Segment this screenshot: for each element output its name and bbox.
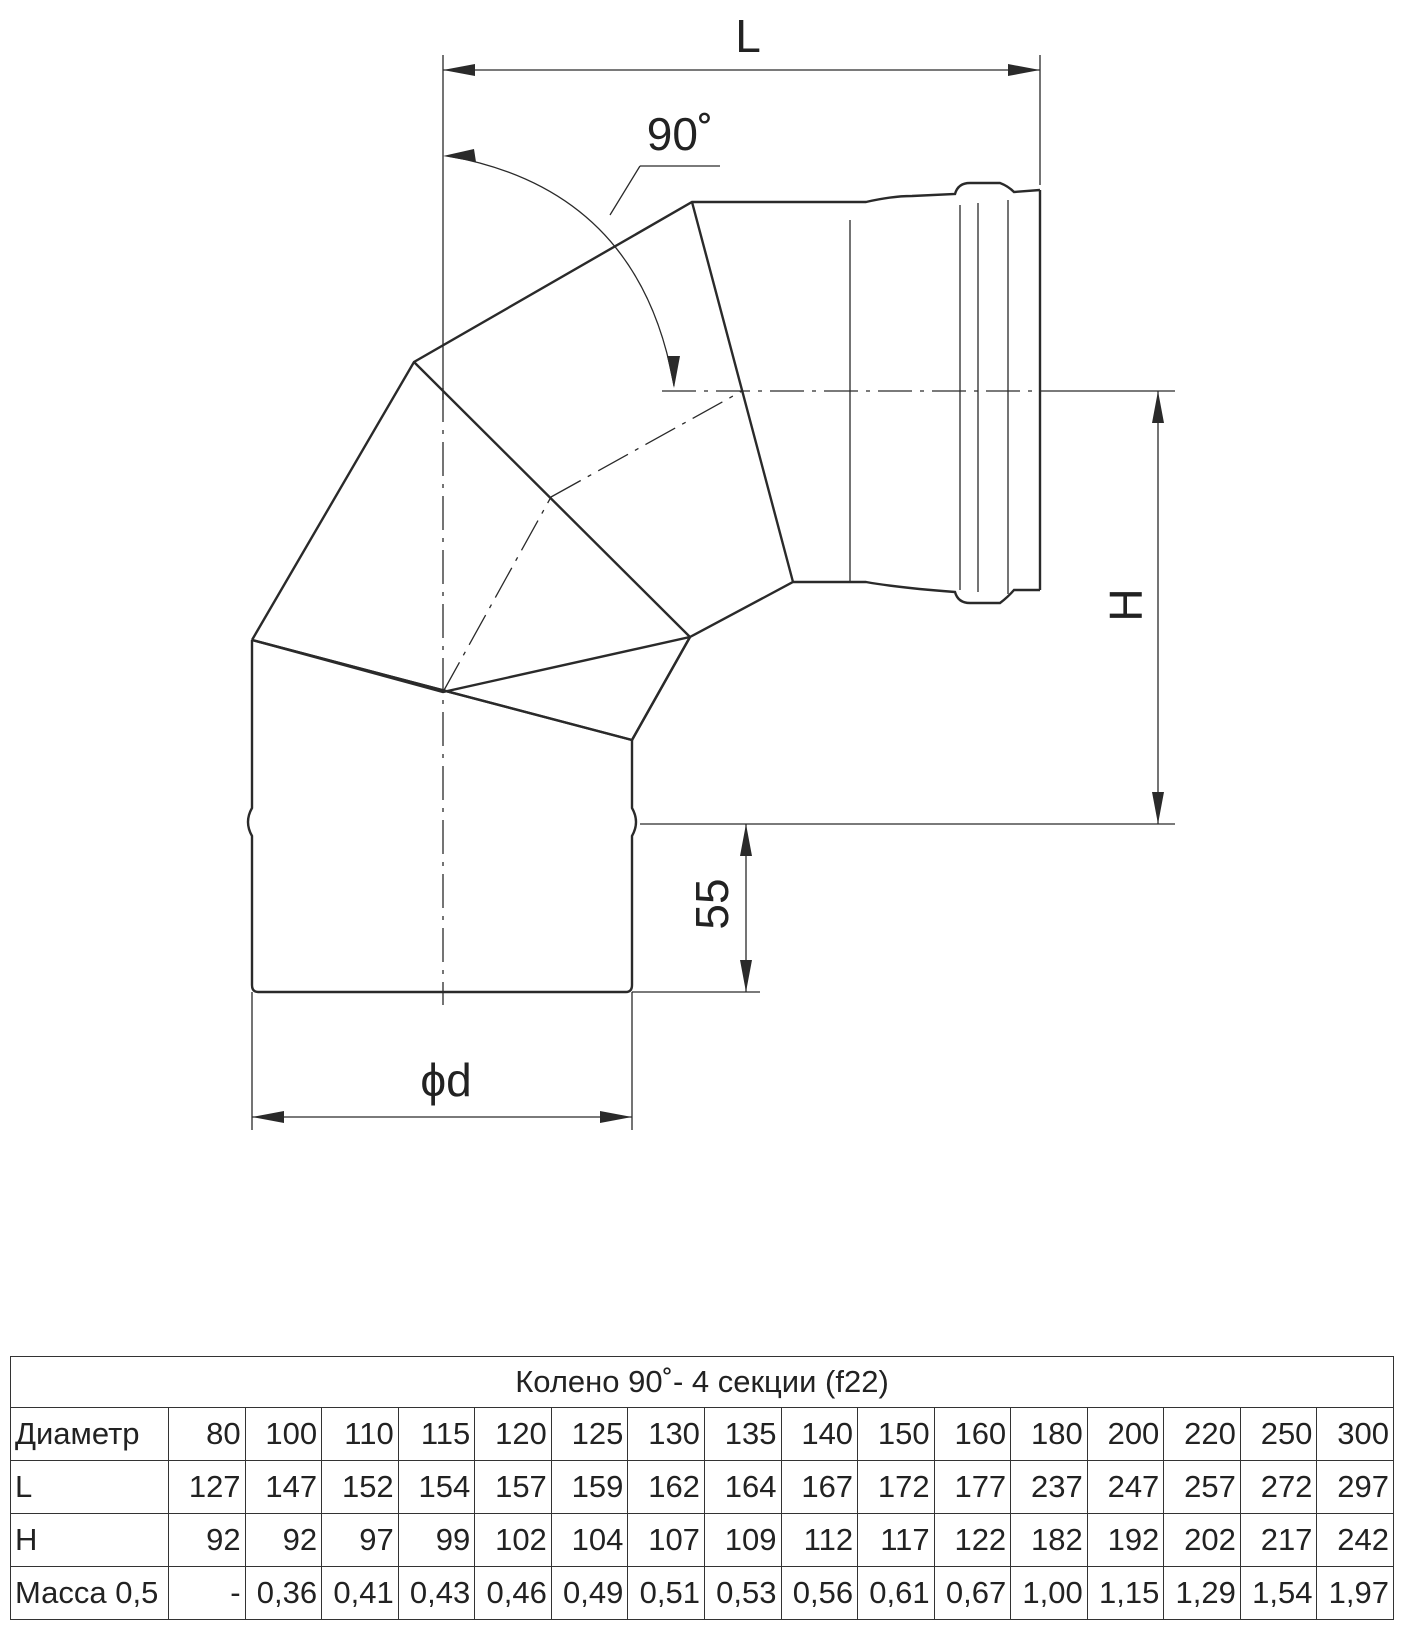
table-cell: 164 [704,1461,781,1514]
label-sleeve: 55 [686,878,738,930]
table-cell: 220 [1164,1408,1241,1461]
table-cell: 80 [169,1408,246,1461]
table-cell: 167 [781,1461,858,1514]
dimension-sleeve [632,824,760,992]
arrow-length-right [1008,64,1040,76]
dimension-height [640,391,1175,824]
table-cell: 104 [551,1514,628,1567]
arrow-diameter-right [600,1111,632,1123]
table-cell: 154 [398,1461,475,1514]
table-cell: 1,54 [1240,1567,1317,1620]
seam-front-1 [252,640,632,740]
table-cell: 122 [934,1514,1011,1567]
table-cell: 99 [398,1514,475,1567]
label-angle: 90˚ [646,108,714,160]
row-header: H [11,1514,169,1567]
label-height: H [1100,588,1152,622]
table-cell: 0,41 [322,1567,399,1620]
table-cell: 1,15 [1087,1567,1164,1620]
elbow-outline [248,183,1040,992]
table-cell: 159 [551,1461,628,1514]
table-cell: 115 [398,1408,475,1461]
arrow-height-bottom [1152,792,1164,824]
label-length: L [735,10,761,62]
table-cell: 177 [934,1461,1011,1514]
table-row [11,1408,1394,1461]
table-title: Колено 90˚- 4 секции (f22) [11,1357,1394,1408]
table-cell: 1,97 [1317,1567,1394,1620]
angle-leader-diagonal [610,166,640,215]
table-cell: 100 [245,1408,322,1461]
table-cell: 109 [704,1514,781,1567]
arrow-diameter-left [252,1111,284,1123]
arrow-sleeve-top [740,824,752,856]
arrow-angle-top [443,149,476,162]
table-cell: 200 [1087,1408,1164,1461]
table-cell: 0,46 [475,1567,552,1620]
table-cell: 202 [1164,1514,1241,1567]
axis-diagonal-2 [551,391,742,497]
table-cell: 180 [1011,1408,1088,1461]
elbow-outer-profile [252,183,1040,640]
table-cell: 107 [628,1514,705,1567]
table-cell: 0,43 [398,1567,475,1620]
table-cell: 217 [1240,1514,1317,1567]
table-cell: 112 [781,1514,858,1567]
table-cell: 92 [169,1514,246,1567]
table-cell: 120 [475,1408,552,1461]
arrow-angle-bottom [667,356,680,388]
dimension-diameter [252,992,632,1130]
table-cell: 0,36 [245,1567,322,1620]
row-header: Диаметр [11,1408,169,1461]
elbow-inner-profile [632,582,1040,740]
arrow-height-top [1152,391,1164,423]
table-cell: 0,67 [934,1567,1011,1620]
table-cell: 152 [322,1461,399,1514]
table-cell: 300 [1317,1408,1394,1461]
axis-diagonal-1 [443,497,551,692]
table-cell: 247 [1087,1461,1164,1514]
table-row [11,1567,1394,1620]
table-cell: 160 [934,1408,1011,1461]
table-cell: 0,51 [628,1567,705,1620]
table-cell: 237 [1011,1461,1088,1514]
table-cell: 192 [1087,1514,1164,1567]
table-cell: 172 [858,1461,935,1514]
table-cell: 0,61 [858,1567,935,1620]
table-cell: 110 [322,1408,399,1461]
specification-table [10,1356,1394,1620]
table-cell: 117 [858,1514,935,1567]
table-title-row [11,1357,1394,1408]
table-cell: 135 [704,1408,781,1461]
dimension-length [443,10,1040,400]
dimension-angle [443,108,720,388]
elbow-section-1 [252,637,690,740]
table-cell: - [169,1567,246,1620]
table-cell: 250 [1240,1408,1317,1461]
table-cell: 1,29 [1164,1567,1241,1620]
table-cell: 157 [475,1461,552,1514]
table-cell: 162 [628,1461,705,1514]
table-cell: 125 [551,1408,628,1461]
table-cell: 140 [781,1408,858,1461]
table-cell: 97 [322,1514,399,1567]
table-cell: 272 [1240,1461,1317,1514]
label-diameter: ϕd [420,1054,472,1106]
table-cell: 147 [245,1461,322,1514]
seam-2 [692,202,793,582]
table-cell: 297 [1317,1461,1394,1514]
table-cell: 0,56 [781,1567,858,1620]
table-cell: 257 [1164,1461,1241,1514]
table-cell: 127 [169,1461,246,1514]
table-cell: 0,49 [551,1567,628,1620]
table-row [11,1514,1394,1567]
table-cell: 0,53 [704,1567,781,1620]
table-cell: 130 [628,1408,705,1461]
seam-1 [414,362,690,637]
table-cell: 182 [1011,1514,1088,1567]
table-cell: 92 [245,1514,322,1567]
angle-arc [448,156,674,386]
arrow-length-left [443,64,475,76]
row-header: L [11,1461,169,1514]
row-header: Масса 0,5 [11,1567,169,1620]
table-cell: 102 [475,1514,552,1567]
table-cell: 242 [1317,1514,1394,1567]
table-row [11,1461,1394,1514]
table-cell: 150 [858,1408,935,1461]
table-cell: 1,00 [1011,1567,1088,1620]
arrow-sleeve-bottom [740,960,752,992]
